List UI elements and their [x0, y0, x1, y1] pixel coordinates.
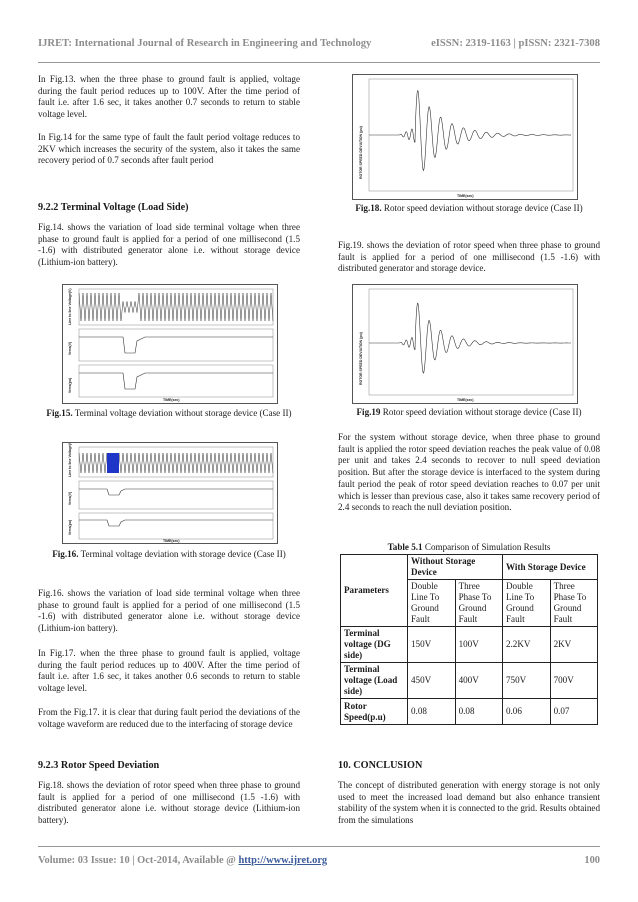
- fig15-y3-label: Vrms(pu): [68, 377, 72, 393]
- table-header-parameters: Parameters: [341, 555, 408, 627]
- fig15-panel-1: [79, 289, 273, 325]
- page-number: 100: [584, 855, 600, 866]
- fig15-x-label: TIME(sec): [163, 398, 180, 402]
- table-cell: 0.08: [408, 699, 456, 725]
- fig18-y-label: ROTOR SPEED DEVIATION (pu): [359, 126, 363, 179]
- left-paragraph-3: Fig.14. shows the variation of load side terminal voltage when three phase to ground fault is applied for a period of one millisecond (1.5 -1.6) with distributed generator alone i.e. without storage device (Lithium-ion battery).: [38, 222, 300, 268]
- figure-16-caption: [38, 549, 300, 561]
- comparison-table: [340, 554, 598, 725]
- left-paragraph-4: Fig.16. shows the variation of load side terminal voltage when three phase to ground fault is applied for a period of one millisecond (1.5 -1.6) with distributed generator alone i.e. without storage device (Lithium-ion battery).: [38, 588, 300, 634]
- figure-19-plot: [353, 285, 577, 403]
- page-footer: [38, 855, 600, 866]
- table-cell: 150V: [408, 627, 456, 663]
- figure-16-text: Terminal voltage deviation with storage device (Case II): [78, 549, 286, 559]
- fig16-panel-2: [79, 481, 273, 509]
- fig16-y2-label: Vrms(V): [68, 491, 72, 505]
- section-heading-923: 9.2.3 Rotor Speed Deviation: [38, 760, 160, 771]
- section-heading-922: 9.2.2 Terminal Voltage (Load Side): [38, 202, 189, 213]
- figure-15: [62, 284, 278, 404]
- table-header-without: Without Storage Device: [408, 555, 503, 580]
- fig16-x-label: TIME(sec): [163, 539, 180, 543]
- figure-16: [62, 442, 278, 544]
- fig18-x-label: TIME(sec): [457, 194, 474, 198]
- figure-18-text: Rotor speed deviation without storage device (Case II): [381, 203, 583, 213]
- figure-19-label: Fig.19: [356, 407, 381, 417]
- fig15-y2-label: Vrms(V): [68, 341, 72, 355]
- journal-header: [38, 38, 600, 49]
- left-paragraph-5: In Fig.17. when the three phase to ground fault is applied, voltage during the fault period reduces up to 400V. After the time period of fault i.e. after 1.6 sec, it takes another 0.6 seconds to return to stable voltage level.: [38, 648, 300, 694]
- table-row: [341, 699, 598, 725]
- fault-region: [107, 453, 119, 473]
- figure-19: [352, 284, 578, 404]
- table-cell: 2KV: [550, 627, 597, 663]
- table-cell: 700V: [550, 663, 597, 699]
- table-title: Comparison of Simulation Results: [422, 542, 551, 552]
- table-cell: 750V: [502, 663, 550, 699]
- fig15-y1-label: Line to line Voltage(V): [68, 288, 72, 325]
- table-cell: 450V: [408, 663, 456, 699]
- table-cell: 0.06: [502, 699, 550, 725]
- left-paragraph-6: From the Fig.17. it is clear that during fault period the deviations of the voltage waveform are reduced due to the interfacing of storage device: [38, 707, 300, 729]
- left-paragraph-1: In Fig.13. when the three phase to ground fault is applied, voltage during the fault period reduces up to 100V. After the time period of fault i.e. after 1.6 sec, it takes another 0.7 seconds to return to stable voltage level.: [38, 74, 300, 120]
- table-row: [341, 663, 598, 699]
- footer-rule: [38, 846, 600, 847]
- figure-16-plot: [63, 443, 277, 543]
- table-row: [341, 627, 598, 663]
- table-cell: 2.2KV: [502, 627, 550, 663]
- section-heading-10: 10. CONCLUSION: [338, 760, 423, 771]
- table-cell: 400V: [455, 663, 502, 699]
- right-paragraph-2: For the system without storage device, when three phase to ground fault is applied the rotor speed deviation reaches the peak value of 0.08 per unit and takes 2.4 seconds to recover to null speed deviation position. But after the storage device is interfaced to the system during fault period the peak of rotor speed deviation reaches to 0.07 per unit which is lesser than previous case, also it takes same recovery period of 2.4 seconds to reach the null deviation position.: [338, 432, 600, 513]
- table-subheader-2: Three Phase To Ground Fault: [455, 580, 502, 627]
- right-paragraph-3: The concept of distributed generation with energy storage is not only used to meet the increased load demand but also enhance transient stability of the system when it is connected to the grid. Results obtained from the simulations: [338, 780, 600, 826]
- figure-19-caption: [338, 407, 600, 419]
- table-row-label: Rotor Speed(p.u): [341, 699, 408, 725]
- figure-15-label: Fig.15.: [46, 408, 73, 418]
- table-row-label: Terminal voltage (Load side): [341, 663, 408, 699]
- fig15-panel-2: [79, 329, 273, 361]
- table-label: Table 5.1: [387, 542, 423, 552]
- table-cell: 100V: [455, 627, 502, 663]
- left-paragraph-2: In Fig.14 for the same type of fault the fault period voltage reduces to 2KV which increases the security of the system, also it takes the same recovery period of 0.7 seconds after fault period: [38, 132, 300, 166]
- fig16-y1-label: Line to line Voltage(V): [68, 443, 72, 477]
- figure-15-text: Terminal voltage deviation without storage device (Case II): [72, 408, 292, 418]
- left-paragraph-7: Fig.18. shows the deviation of rotor speed when three phase to ground fault is applied for a period of one millisecond (1.5 -1.6) with distributed generator alone i.e. without storage device (Lithium-ion battery).: [38, 780, 300, 826]
- header-rule: [38, 62, 600, 63]
- table-caption: [338, 542, 600, 554]
- footer-volume: Volume: 03 Issue: 10 | Oct-2014, Available @: [38, 855, 239, 866]
- table-subheader-4: Three Phase To Ground Fault: [550, 580, 597, 627]
- fig16-y3-label: Vrms(pu): [68, 519, 72, 535]
- figure-18-label: Fig.18.: [355, 203, 382, 213]
- figure-18-caption: [338, 203, 600, 215]
- journal-link[interactable]: http://www.ijret.org: [238, 855, 328, 866]
- fig15-panel-3: [79, 365, 273, 397]
- figure-18: [352, 74, 578, 200]
- table-row-label: Terminal voltage (DG side): [341, 627, 408, 663]
- fig16-panel-3: [79, 513, 273, 539]
- right-paragraph-1: Fig.19. shows the deviation of rotor speed when three phase to ground fault is applied for a period of one millisecond (1.5 -1.6) with distributed generator and storage device.: [338, 240, 600, 274]
- figure-18-plot: [353, 75, 577, 199]
- figure-16-label: Fig.16.: [52, 549, 79, 559]
- issn: eISSN: 2319-1163 | pISSN: 2321-7308: [431, 38, 600, 49]
- table-subheader-3: Double Line To Ground Fault: [502, 580, 550, 627]
- table-cell: 0.07: [550, 699, 597, 725]
- figure-19-text: Rotor speed deviation without storage device (Case II): [380, 407, 582, 417]
- fig16-panel-1: [79, 447, 273, 477]
- table-cell: 0.08: [455, 699, 502, 725]
- figure-15-caption: [38, 408, 300, 420]
- table-header-with: With Storage Device: [502, 555, 597, 580]
- figure-15-plot: [63, 285, 277, 403]
- fig19-x-label: TIME(sec): [457, 398, 474, 402]
- journal-title: IJRET: International Journal of Research in Engineering and Technology: [38, 38, 372, 49]
- table-subheader-1: Double Line To Ground Fault: [408, 580, 456, 627]
- fig19-y-label: ROTOR SPEED DEVIATION (pu): [359, 332, 363, 385]
